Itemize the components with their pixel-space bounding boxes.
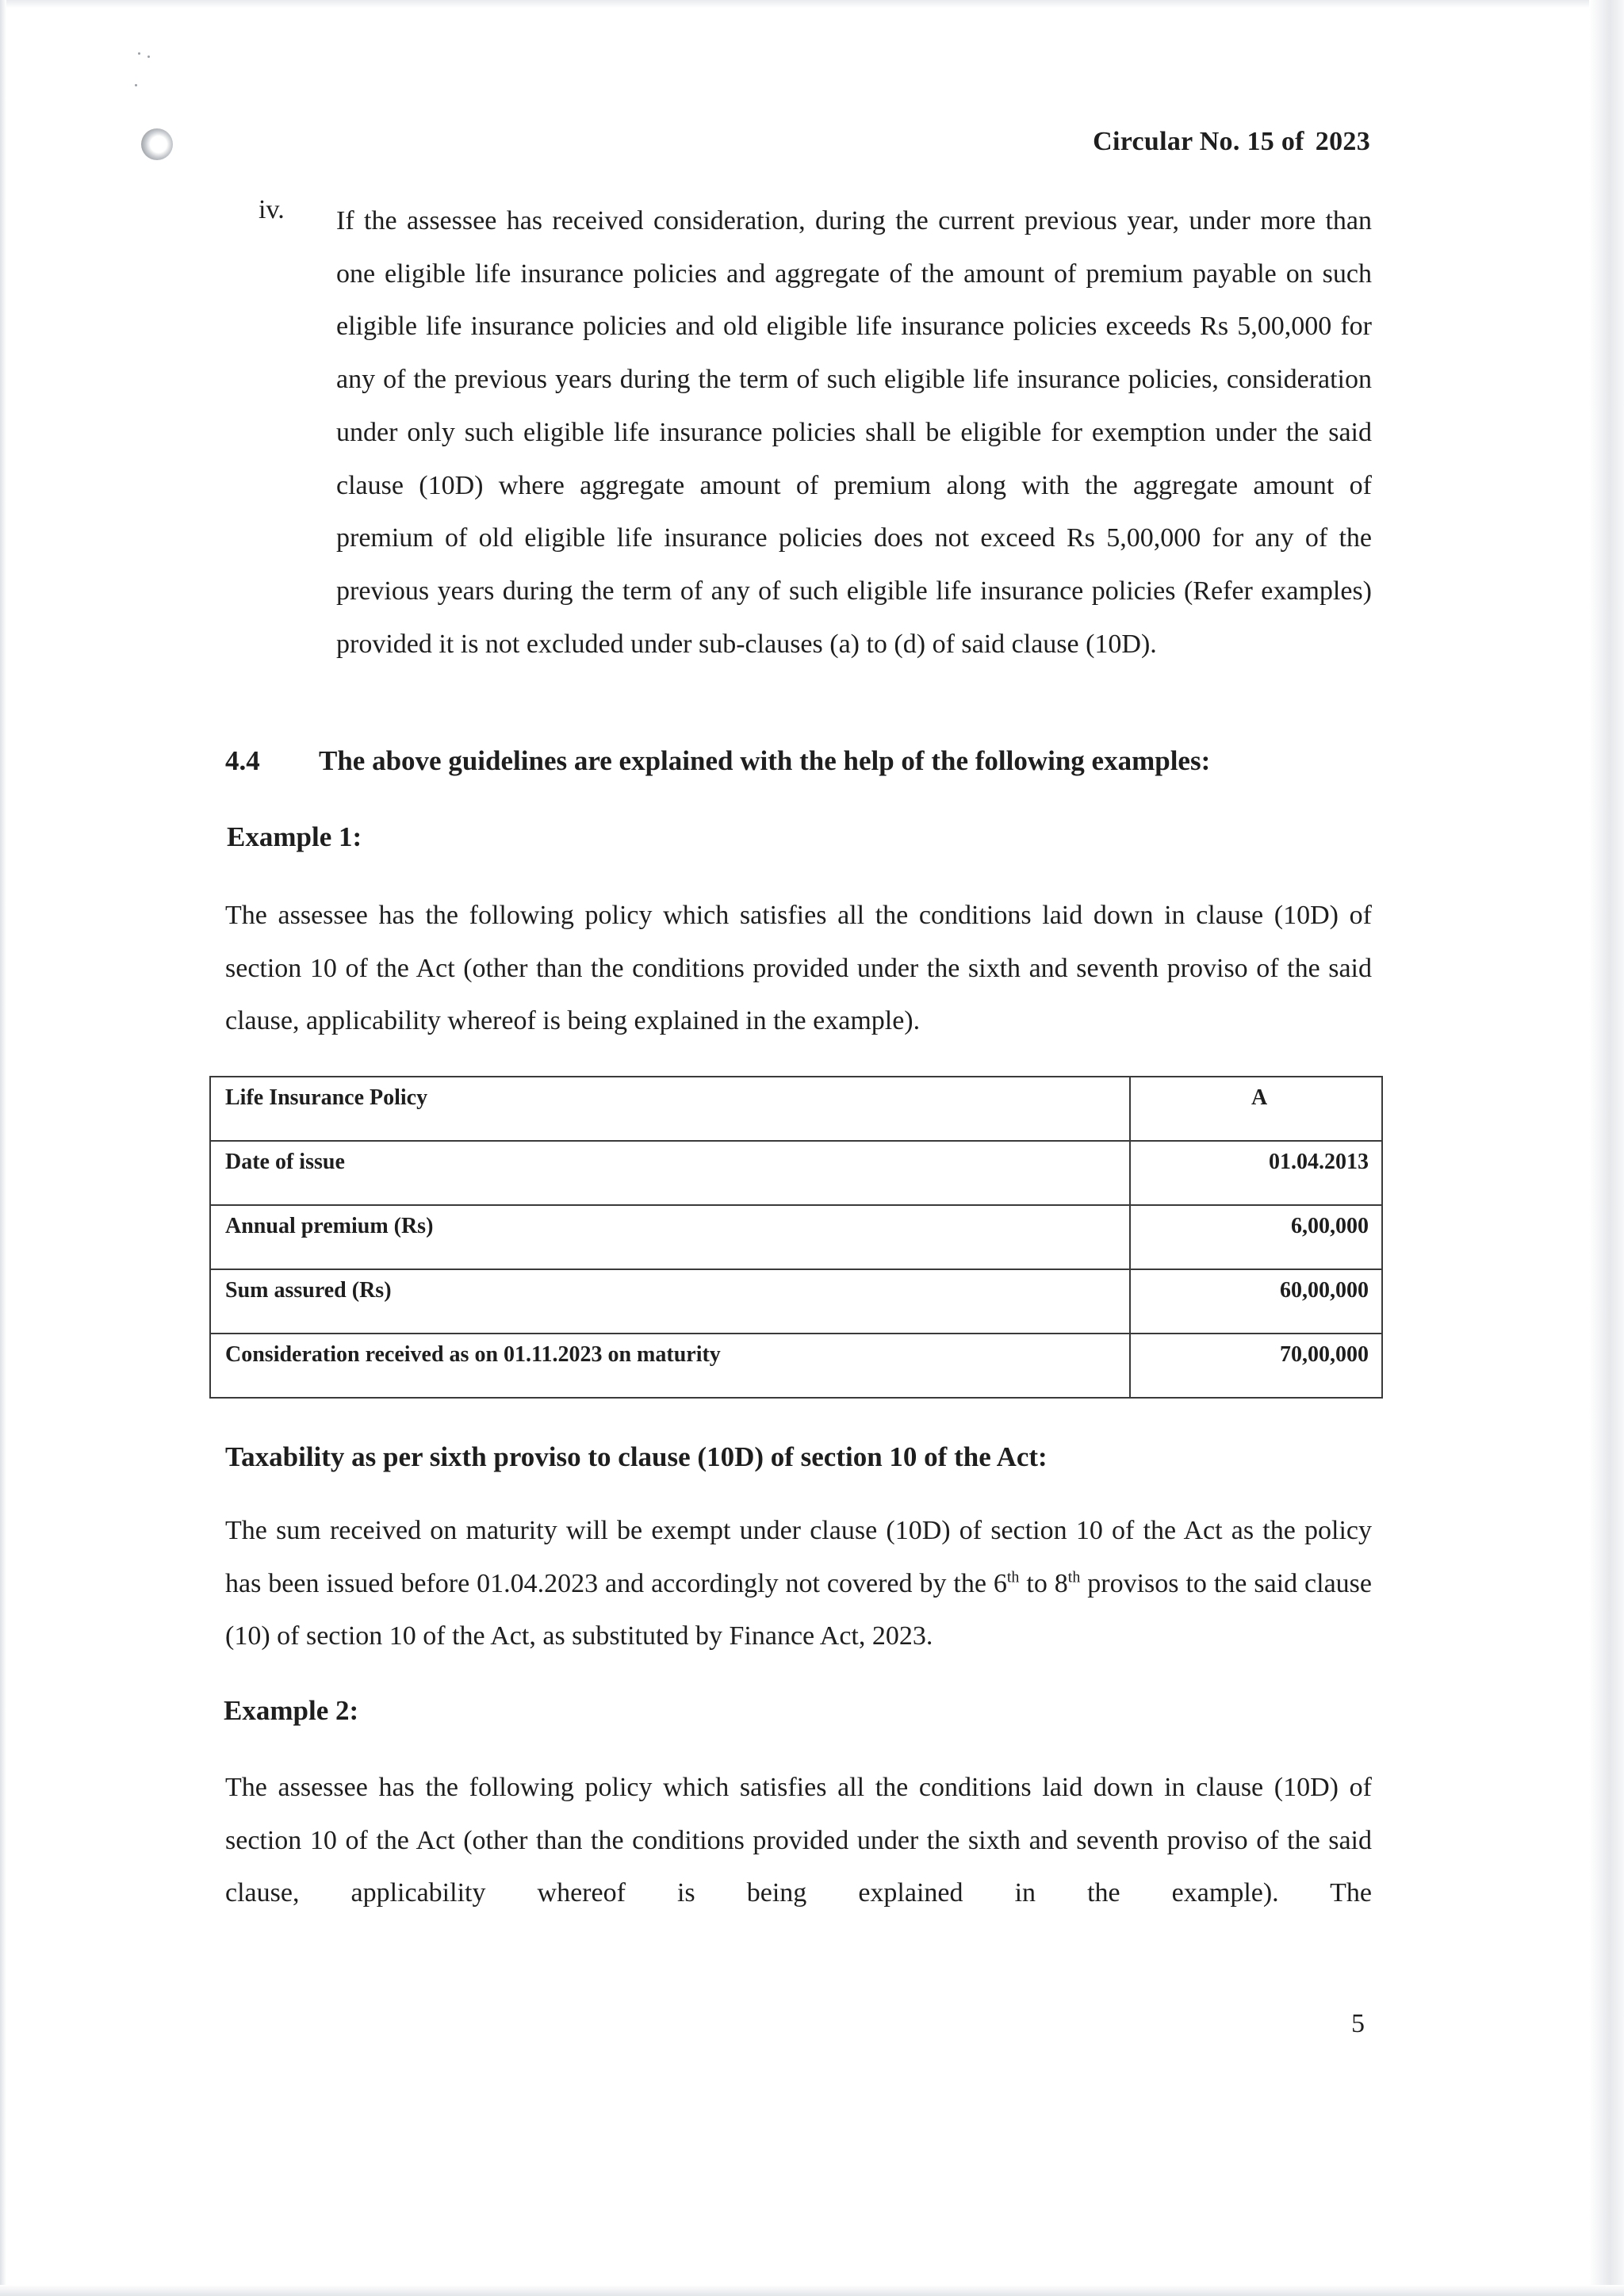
table-cell-value: 6,00,000 [1130, 1205, 1382, 1269]
section-4-4-heading [225, 745, 1210, 777]
section-heading-text: The above guidelines are explained with the help of the following examples: [319, 745, 1211, 776]
table-cell-value: 70,00,000 [1130, 1334, 1382, 1398]
punch-hole-mark [141, 128, 173, 160]
table-cell-value: 01.04.2013 [1130, 1141, 1382, 1205]
section-number: 4.4 [225, 745, 260, 776]
policy-table [209, 1076, 1383, 1399]
table-cell-label: Date of issue [210, 1141, 1130, 1205]
taxability-text-part1: The sum received on maturity will be exempt under clause (10D) of section 10 of the Act as the policy has been issued before 01.04.2023 and accordingly not covered by the 6 [225, 1516, 1372, 1598]
table-row [210, 1141, 1382, 1205]
example-2-heading: Example 2: [224, 1695, 359, 1726]
circular-label: Circular No. 15 of [1093, 127, 1304, 156]
taxability-heading: Taxability as per sixth proviso to clause (10D) of section 10 of the Act: [225, 1441, 1048, 1472]
scan-edge-bottom [0, 2285, 1624, 2296]
item-iv-text: If the assessee has received consideration, during the current previous year, under more than one eligible life insurance policies and aggregate of the amount of premium payable on such eligible life insurance policies and old eligible life insurance policies exceeds Rs 5,00,000 for any of the previous years during the term of such eligible life insurance policies, consideration under only such eligible life insurance policies shall be eligible for exemption under the said clause (10D) where aggregate amount of premium along with the aggregate amount of premium of old eligible life insurance policies does not exceed Rs 5,00,000 for any of the previous years during the term of any of such eligible life insurance policies (Refer examples) provided it is not excluded under sub-clauses (a) to (d) of said clause (10D). [336, 206, 1372, 659]
table-row [210, 1205, 1382, 1269]
page-number: 5 [1351, 2009, 1365, 2038]
table-cell-value: 60,00,000 [1130, 1269, 1382, 1334]
scan-edge-right [1589, 0, 1624, 2296]
table-cell-label: Annual premium (Rs) [210, 1205, 1130, 1269]
taxability-text-part3: provisos to the said clause (10) of section 10 of the Act, as substituted by Finance Act, 2023. [225, 1568, 1372, 1651]
item-iv-marker: iv. [259, 195, 285, 224]
table-cell-label: Life Insurance Policy [210, 1077, 1130, 1141]
table-cell-label: Sum assured (Rs) [210, 1269, 1130, 1334]
table-row [210, 1269, 1382, 1334]
taxability-text [225, 1505, 1372, 1663]
table-cell-label: Consideration received as on 01.11.2023 on maturity [210, 1334, 1130, 1398]
example-1-heading: Example 1: [227, 821, 362, 852]
scan-specks [133, 49, 157, 97]
example-2-intro-text: The assessee has the following policy which satisfies all the conditions laid down in clause (10D) of section 10 of the Act (other than the conditions provided under the sixth and seventh proviso of the said clause, applicability whereof is being explained in the example). The [225, 1773, 1372, 1908]
taxability-text-part2: to 8 [1019, 1568, 1068, 1598]
scan-edge-top [0, 0, 1624, 8]
example-2-intro [225, 1762, 1372, 1920]
scan-edge-left [0, 0, 6, 2296]
table-cell-value: A [1130, 1077, 1382, 1141]
superscript-th: th [1067, 1568, 1081, 1586]
superscript-th: th [1006, 1568, 1020, 1586]
circular-header [1093, 127, 1370, 157]
table-row [210, 1077, 1382, 1141]
example-1-intro: The assessee has the following policy which satisfies all the conditions laid down in clause (10D) of section 10 of the Act (other than the conditions provided under the sixth and seventh proviso of the said clause, applicability whereof is being explained in the example). [225, 901, 1372, 1036]
circular-year: 2023 [1315, 127, 1370, 156]
table-row [210, 1334, 1382, 1398]
